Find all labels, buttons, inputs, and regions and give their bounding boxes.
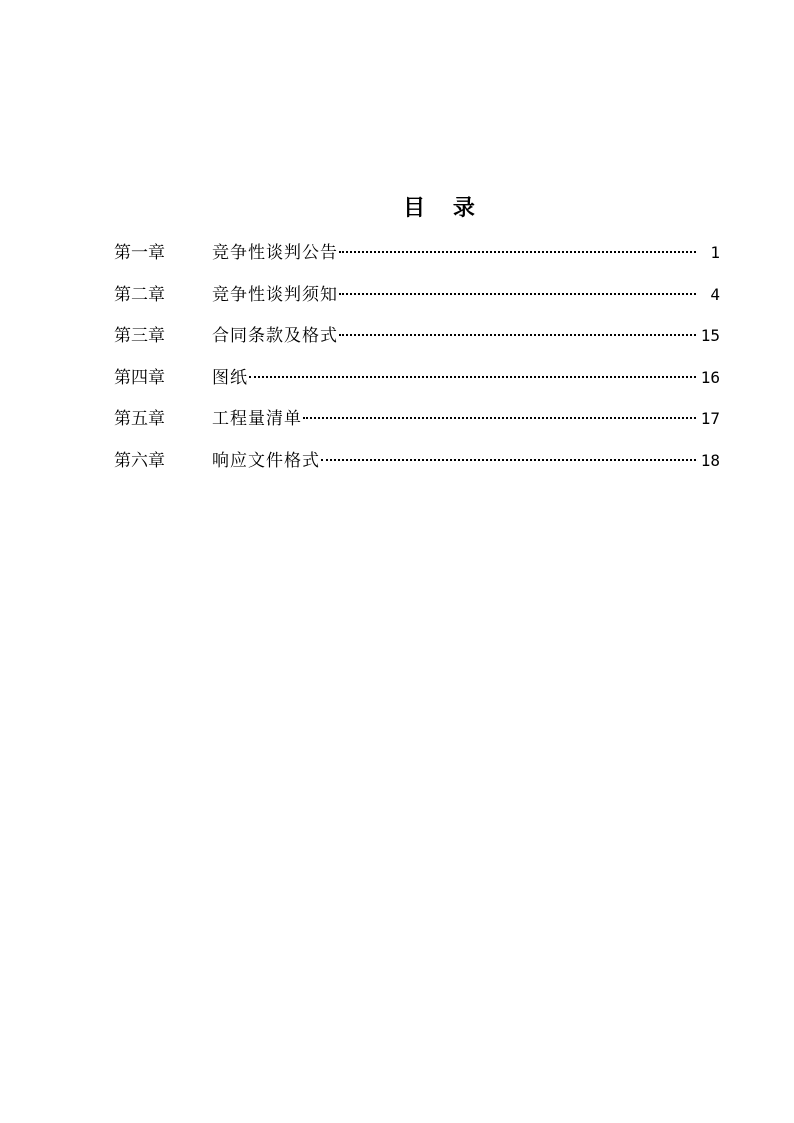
toc-entry-title: 图纸 bbox=[212, 367, 248, 388]
toc-entry-title: 响应文件格式 bbox=[212, 450, 320, 471]
toc-dot-leader bbox=[339, 334, 696, 336]
toc-entry-chapter-3[interactable] bbox=[114, 319, 720, 361]
toc-dot-leader bbox=[249, 376, 696, 378]
toc-chapter-label: 第六章 bbox=[114, 450, 165, 471]
toc-entry-chapter-4[interactable] bbox=[114, 361, 720, 403]
toc-entry-title: 竞争性谈判须知 bbox=[212, 284, 338, 305]
toc-entry-chapter-2[interactable] bbox=[114, 278, 720, 320]
toc-entry-chapter-1[interactable] bbox=[114, 236, 720, 278]
toc-dot-leader bbox=[303, 417, 696, 419]
toc-entry-title: 工程量清单 bbox=[212, 409, 302, 430]
toc-entry-chapter-6[interactable] bbox=[114, 444, 720, 486]
toc-chapter-label: 第一章 bbox=[114, 243, 165, 263]
toc-entry-title: 合同条款及格式 bbox=[212, 326, 338, 347]
toc-page-number: 1 bbox=[710, 243, 720, 262]
toc-chapter-label: 第三章 bbox=[114, 326, 165, 347]
toc-entry-chapter-5[interactable] bbox=[114, 402, 720, 444]
toc-chapter-label: 第四章 bbox=[114, 367, 165, 388]
toc-page-number: 16 bbox=[700, 367, 720, 387]
toc-chapter-label: 第五章 bbox=[114, 409, 165, 430]
table-of-contents bbox=[114, 236, 720, 486]
toc-entry-title: 竞争性谈判公告 bbox=[212, 243, 338, 263]
toc-page-number: 15 bbox=[700, 326, 720, 346]
toc-title: 目 录 bbox=[403, 195, 485, 221]
toc-chapter-label: 第二章 bbox=[114, 284, 165, 305]
toc-page-number: 4 bbox=[710, 284, 720, 304]
toc-page-number: 18 bbox=[700, 450, 720, 470]
toc-dot-leader bbox=[339, 293, 696, 295]
toc-dot-leader bbox=[321, 459, 696, 461]
toc-dot-leader bbox=[339, 251, 696, 253]
toc-page-number: 17 bbox=[700, 409, 720, 429]
